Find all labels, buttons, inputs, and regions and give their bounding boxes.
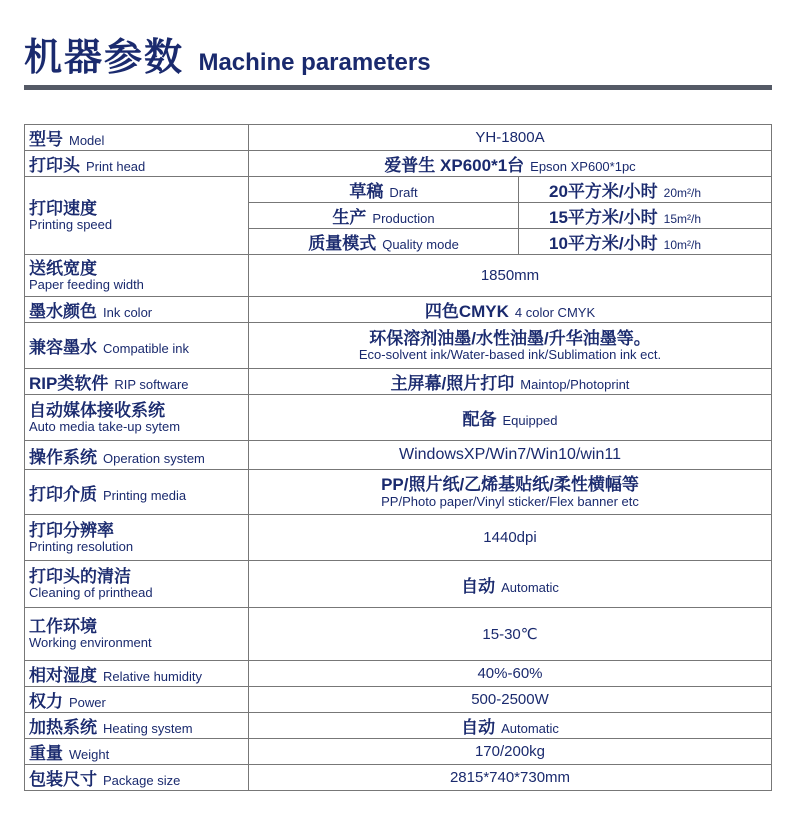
value-humidity: 40%-60% xyxy=(249,661,772,687)
row-package xyxy=(25,765,772,791)
label-humidity: 相对湿度 Relative humidity xyxy=(25,661,249,687)
row-ink xyxy=(25,323,772,369)
row-feed-width xyxy=(25,255,772,297)
row-environment xyxy=(25,608,772,661)
speed-table xyxy=(249,177,771,254)
value-resolution: 1440dpi xyxy=(249,515,772,561)
value-heating: 自动 Automatic xyxy=(249,713,772,739)
row-power xyxy=(25,687,772,713)
label-environment: 工作环境 Working environment xyxy=(25,608,249,661)
row-printhead xyxy=(25,151,772,177)
value-printhead: 爱普生 XP600*1台 Epson XP600*1pc xyxy=(249,151,772,177)
label-weight: 重量 Weight xyxy=(25,739,249,765)
value-takeup: 配备 Equipped xyxy=(249,395,772,441)
row-resolution xyxy=(25,515,772,561)
label-printhead: 打印头 Print head xyxy=(25,151,249,177)
value-ink: 环保溶剂油墨/水性油墨/升华油墨等。 Eco-solvent ink/Water-based ink/Sublimation ink ect. xyxy=(249,323,772,369)
row-speed xyxy=(25,177,772,255)
label-resolution: 打印分辨率 Printing resolution xyxy=(25,515,249,561)
value-rip: 主屏幕/照片打印 Maintop/Photoprint xyxy=(249,369,772,395)
spec-table xyxy=(24,124,772,791)
label-rip: RIP类软件 RIP software xyxy=(25,369,249,395)
label-cleaning: 打印头的清洁 Cleaning of printhead xyxy=(25,561,249,608)
speed-row-quality: 质量模式 Quality mode 10平方米/小时 10m²/h xyxy=(249,229,771,255)
row-takeup xyxy=(25,395,772,441)
title-en: Machine parameters xyxy=(198,49,431,76)
label-feed-width: 送纸宽度 Paper feeding width xyxy=(25,255,249,297)
title-cn: 机器参数 xyxy=(24,37,185,79)
speed-row-draft: 草稿 Draft 20平方米/小时 20m²/h xyxy=(249,177,771,203)
row-humidity xyxy=(25,661,772,687)
label-takeup: 自动媒体接收系统 Auto media take-up sytem xyxy=(25,395,249,441)
label-power: 权力 Power xyxy=(25,687,249,713)
row-ink-color xyxy=(25,297,772,323)
label-speed: 打印速度 Printing speed xyxy=(25,177,249,255)
row-os xyxy=(25,441,772,470)
value-media: PP/照片纸/乙烯基贴纸/柔性横幅等 PP/Photo paper/Vinyl sticker/Flex banner etc xyxy=(249,470,772,515)
label-ink-color: 墨水颜色 Ink color xyxy=(25,297,249,323)
value-environment: 15-30℃ xyxy=(249,608,772,661)
label-os: 操作系统 Operation system xyxy=(25,441,249,470)
value-os: WindowsXP/Win7/Win10/win11 xyxy=(249,441,772,470)
value-package: 2815*740*730mm xyxy=(249,765,772,791)
title-divider xyxy=(24,85,772,90)
row-heating xyxy=(25,713,772,739)
label-heating: 加热系统 Heating system xyxy=(25,713,249,739)
value-ink-color: 四色CMYK 4 color CMYK xyxy=(249,297,772,323)
label-package: 包装尺寸 Package size xyxy=(25,765,249,791)
value-speed xyxy=(249,177,772,255)
label-media: 打印介质 Printing media xyxy=(25,470,249,515)
row-rip xyxy=(25,369,772,395)
value-weight: 170/200kg xyxy=(249,739,772,765)
page-title xyxy=(24,26,431,81)
row-weight xyxy=(25,739,772,765)
value-model: YH-1800A xyxy=(249,125,772,151)
value-feed-width: 1850mm xyxy=(249,255,772,297)
row-model xyxy=(25,125,772,151)
value-power: 500-2500W xyxy=(249,687,772,713)
label-model: 型号 Model xyxy=(25,125,249,151)
row-cleaning xyxy=(25,561,772,608)
value-cleaning: 自动 Automatic xyxy=(249,561,772,608)
speed-row-production: 生产 Production 15平方米/小时 15m²/h xyxy=(249,203,771,229)
label-ink: 兼容墨水 Compatible ink xyxy=(25,323,249,369)
row-media xyxy=(25,470,772,515)
